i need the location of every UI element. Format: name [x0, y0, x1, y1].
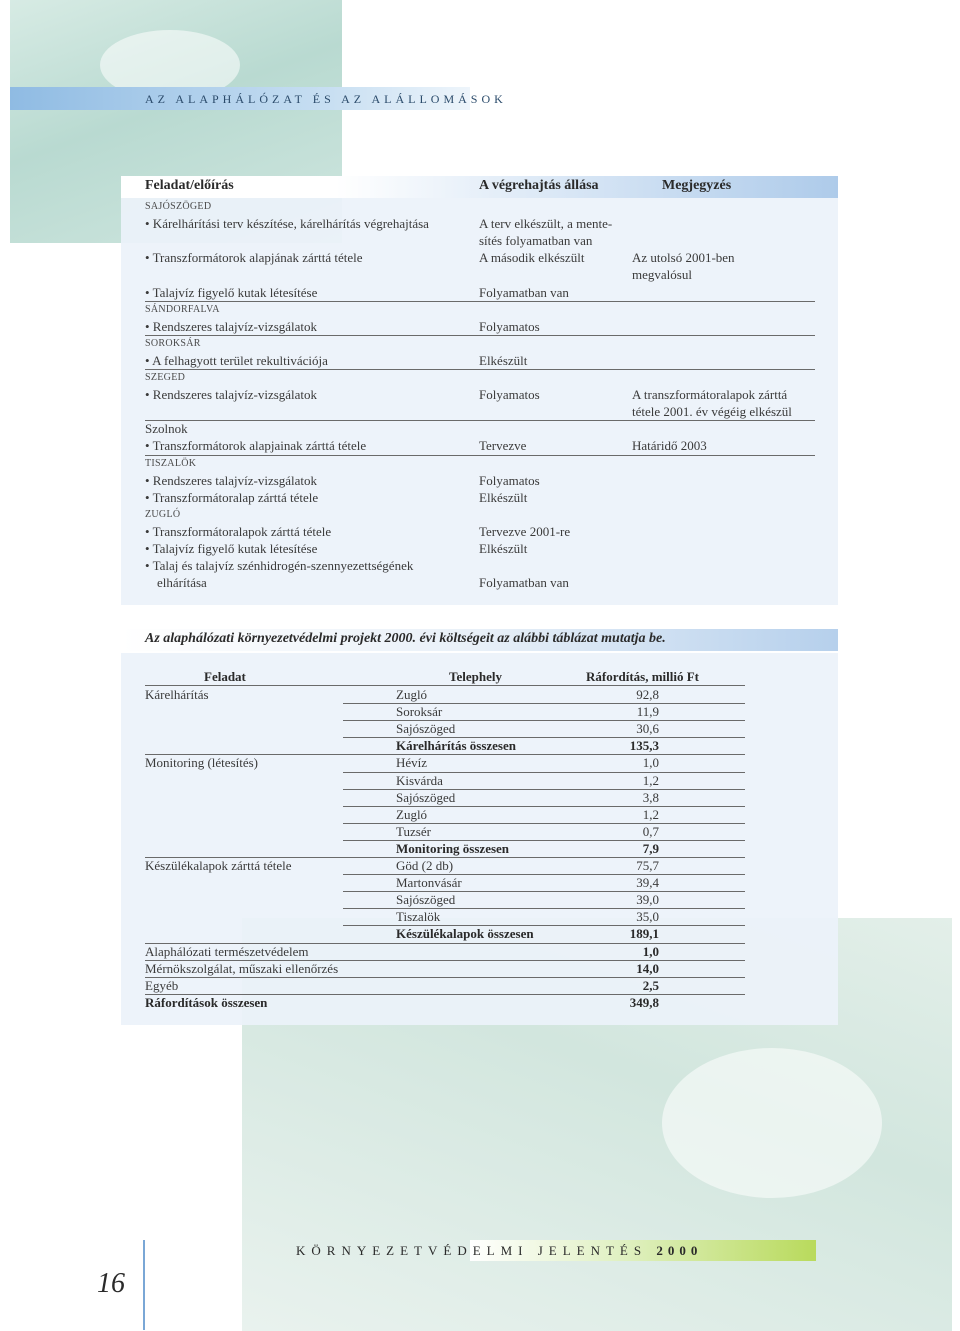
status-cell: Folyamatban van — [479, 284, 569, 300]
cost-value-cell: 3,8 — [642, 789, 659, 805]
page-number: 16 — [97, 1268, 125, 1299]
task-cell: • Transzformátoralapok zárttá tétele — [145, 523, 332, 539]
section-title: AZ ALAPHÁLÓZAT ÉS AZ ALÁLLOMÁSOK — [145, 92, 507, 106]
site-heading: ZUGLÓ — [145, 508, 181, 520]
cost-task-cell: Egyéb — [145, 977, 179, 993]
cost-site-cell: Sajószöged — [396, 892, 456, 908]
heron-shape — [662, 1048, 882, 1198]
row-divider — [145, 335, 815, 336]
task-cell: • Talajvíz figyelő kutak létesítése — [145, 284, 318, 300]
note-cell: Határidő 2003 — [632, 438, 707, 454]
task-cell: • Talaj és talajvíz szénhidrogén-szennyezettségének — [145, 558, 414, 574]
task-cell: elhárítása — [157, 575, 207, 591]
note-cell: tétele 2001. év végéig elkészül — [632, 404, 792, 420]
row-divider — [145, 455, 815, 456]
task-cell: • Transzformátoralap zárttá tétele — [145, 489, 319, 505]
row-divider — [145, 369, 815, 370]
status-cell: Tervezve — [479, 438, 527, 454]
cost-value-cell: 35,0 — [636, 909, 659, 925]
status-cell: Elkészült — [479, 489, 528, 505]
task-cell: • Kárelhárítási terv készítése, kárelhárítás végrehajtása — [145, 216, 429, 232]
cost-value-cell: 75,7 — [636, 858, 659, 873]
site-heading: Szolnok — [145, 421, 188, 437]
status-cell: A második elkészült — [479, 250, 585, 266]
cost-site-cell: Zugló — [396, 806, 428, 822]
cost-value-cell: 14,0 — [636, 960, 659, 976]
cost-site-cell: Göd (2 db) — [396, 858, 454, 873]
cost-task-cell: Monitoring (létesítés) — [145, 755, 259, 771]
cost-header-value: Ráfordítás, millió Ft — [586, 669, 700, 684]
cost-value-cell: 30,6 — [636, 721, 659, 737]
site-heading: SAJÓSZÖGED — [145, 201, 212, 212]
site-heading: SÁNDORFALVA — [145, 303, 220, 315]
cost-value-cell: 1,0 — [642, 755, 659, 771]
cost-value-cell: 1,2 — [642, 772, 659, 788]
footer-text: KÖRNYEZETVÉDELMI JELENTÉS — [296, 1243, 648, 1258]
cost-site-cell: Kárelhárítás összesen — [396, 738, 516, 754]
task-cell: • Rendszeres talajvíz-vizsgálatok — [145, 387, 318, 403]
cost-value-cell: 11,9 — [636, 704, 659, 720]
status-cell: A terv elkészült, a mente- — [479, 216, 613, 232]
header-task: Feladat/előírás — [145, 178, 234, 193]
cost-value-cell: 1,2 — [642, 806, 659, 822]
task-cell: • Rendszeres talajvíz-vizsgálatok — [145, 472, 318, 488]
cost-value-cell: 349,8 — [629, 994, 659, 1010]
task-cell: • A felhagyott terület rekultivációja — [145, 352, 328, 368]
note-cell: megvalósul — [632, 267, 692, 283]
cost-task-cell: Készülékalapok zárttá tétele — [145, 858, 292, 873]
cost-value-cell: 1,0 — [642, 943, 659, 959]
footer-year: 2000 — [656, 1243, 703, 1258]
cost-site-cell: Sajószöged — [396, 721, 456, 737]
note-cell: A transzformátoralapok zárttá — [632, 387, 788, 403]
site-heading: SZEGED — [145, 372, 186, 383]
note-cell: Az utolsó 2001-ben — [632, 250, 735, 266]
cost-site-cell: Készülékalapok összesen — [396, 926, 534, 942]
cost-value-cell: 7,9 — [642, 840, 659, 856]
footer-title — [296, 1243, 702, 1259]
header-note: Megjegyzés — [662, 178, 732, 193]
cost-task-cell: Mérnökszolgálat, műszaki ellenőrzés — [145, 960, 339, 976]
status-cell: Elkészült — [479, 352, 528, 368]
cost-task-cell: Alaphálózati természetvédelem — [145, 943, 309, 959]
site-heading: SOROKSÁR — [145, 337, 201, 349]
status-cell: Folyamatos — [479, 318, 540, 334]
status-cell: Elkészült — [479, 541, 528, 556]
cost-value-cell: 39,0 — [636, 892, 659, 908]
task-cell: • Transzformátorok alapjának zárttá tétele — [145, 250, 363, 266]
cost-header-task: Feladat — [204, 669, 246, 684]
cost-site-cell: Monitoring összesen — [396, 840, 510, 856]
status-cell: Folyamatban van — [479, 575, 569, 591]
header-status: A végrehajtás állása — [479, 178, 599, 193]
status-cell: Folyamatos — [479, 387, 540, 403]
cost-site-cell: Zugló — [396, 687, 428, 702]
row-divider — [145, 301, 815, 302]
cost-header-site: Telephely — [449, 669, 502, 684]
status-cell: Tervezve 2001-re — [479, 523, 571, 539]
cost-value-cell: 135,3 — [629, 738, 659, 754]
site-heading: TISZALÖK — [145, 457, 197, 469]
page-number-rule — [143, 1240, 145, 1330]
cost-site-cell: Martonvásár — [396, 875, 462, 891]
cost-value-cell: 0,7 — [642, 823, 659, 839]
cost-site-cell: Tuzsér — [396, 823, 431, 839]
row-divider — [145, 420, 815, 421]
cost-value-cell: 92,8 — [636, 687, 659, 702]
cost-value-cell: 39,4 — [636, 875, 659, 891]
status-cell: Folyamatos — [479, 472, 540, 488]
cost-task-cell: Ráfordítások összesen — [145, 994, 268, 1010]
cost-site-cell: Sajószöged — [396, 789, 456, 805]
status-cell: sítés folyamatban van — [479, 233, 593, 249]
task-cell: • Transzformátorok alapjainak zárttá tétele — [145, 438, 367, 454]
cost-site-cell: Tiszalök — [396, 909, 441, 925]
task-cell: • Talajvíz figyelő kutak létesítése — [145, 541, 318, 556]
cost-site-cell: Kisvárda — [396, 772, 443, 788]
cost-task-cell: Kárelhárítás — [145, 687, 209, 702]
cost-site-cell: Soroksár — [396, 704, 443, 720]
cost-caption: Az alaphálózati környezetvédelmi projekt 2000. évi költségeit az alábbi táblázat mutatja be. — [145, 631, 666, 646]
cost-value-cell: 189,1 — [629, 926, 659, 942]
cost-value-cell: 2,5 — [642, 977, 659, 993]
task-cell: • Rendszeres talajvíz-vizsgálatok — [145, 318, 318, 334]
cost-site-cell: Hévíz — [396, 755, 428, 771]
